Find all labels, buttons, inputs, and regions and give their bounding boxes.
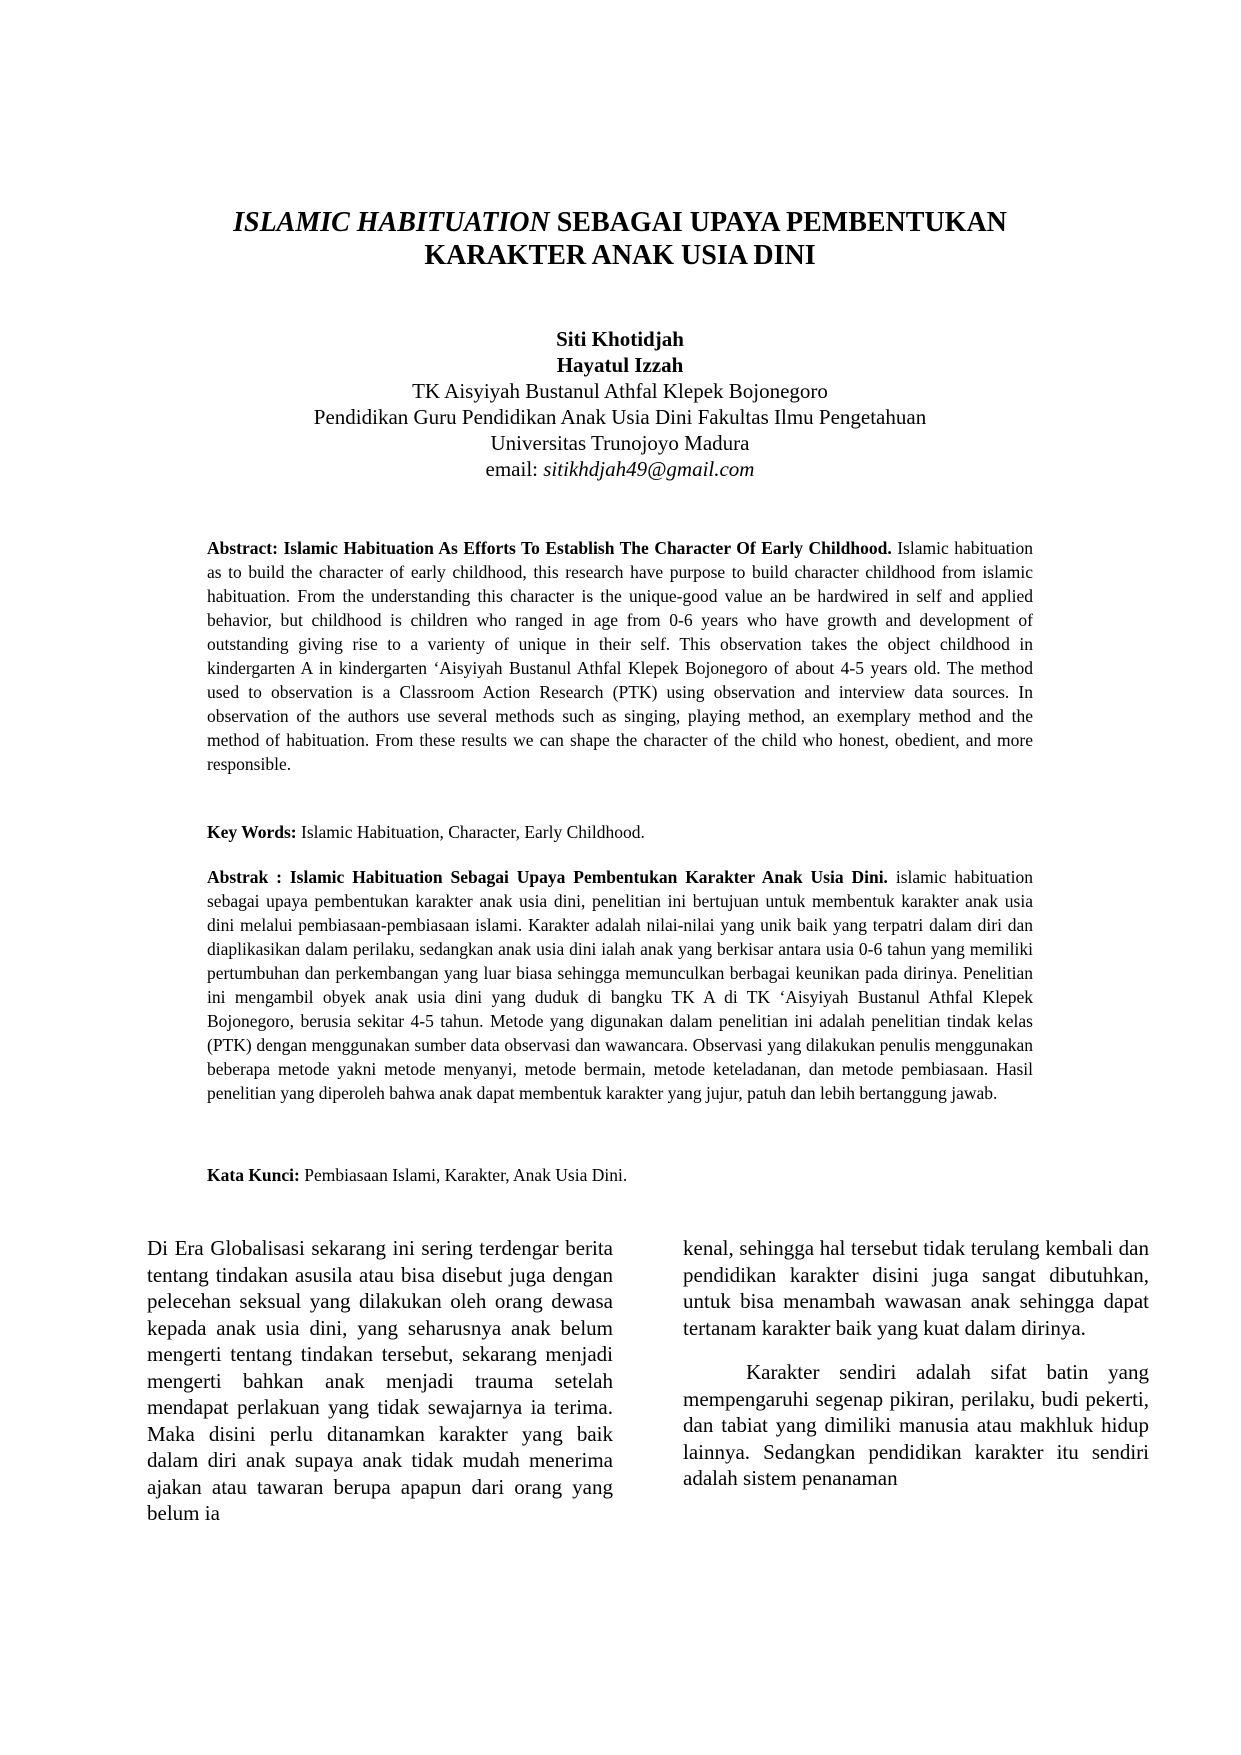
body-paragraph: Karakter sendiri adalah sifat batin yang mempengaruhi segenap pikiran, perilaku, budi pekerti, dan tabiat yang dimiliki manusia atau makhluk hidup lainnya. Sedangkan pendidikan karakter itu sendiri adalah sistem penanaman bbox=[683, 1360, 1149, 1490]
email-label: email: bbox=[485, 457, 544, 481]
keywords-english bbox=[207, 820, 1033, 844]
body-paragraph: kenal, sehingga hal tersebut tidak terulang kembali dan pendidikan karakter disini juga sangat dibutuhkan, untuk bisa menambah wawasan anak sehingga dapat tertanam karakter baik yang kuat dalam dirinya. bbox=[683, 1236, 1149, 1340]
title-italic-part: ISLAMIC HABITUATION bbox=[233, 207, 550, 238]
abstract-indonesian bbox=[207, 865, 1033, 1105]
email-address: sitikhdjah49@gmail.com bbox=[543, 457, 755, 481]
body-column-right bbox=[683, 1235, 1149, 1492]
paper-title bbox=[120, 206, 1120, 272]
abstract-indonesian-heading: Abstrak : Islamic Habituation Sebagai Upaya Pembentukan Karakter Anak Usia Dini. bbox=[207, 867, 888, 887]
abstract-indonesian-body: islamic habituation sebagai upaya pembentukan karakter anak usia dini, penelitian ini bertujuan untuk membentuk karakter anak usia dini melalui pembiasaan-pembiasaan islami. Karakter adalah nilai-nilai yang unik baik yang terpatri dalam diri dan diaplikasikan dalam perilaku, sedangkan anak usia dini ialah anak yang berkisar antara usia 0-6 tahun yang memiliki pertumbuhan dan perkembangan yang luar biasa sehingga memunculkan berbagai keunikan pada dirinya. Penelitian ini mengambil obyek anak usia dini yang duduk di bangku TK A di TK ‘Aisyiyah Bustanul Athfal Klepek Bojonegoro, berusia sekitar 4-5 tahun. Metode yang digunakan dalam penelitian ini adalah penelitian tindak kelas (PTK) dengan menggunakan sumber data observasi dan wawancara. Observasi yang dilakukan penulis menggunakan beberapa metode yakni metode menyanyi, metode bermain, metode keteladanan, dan metode pembiasaan. Hasil penelitian yang diperoleh bahwa anak dapat membentuk karakter yang jujur, patuh dan lebih bertanggung jawab. bbox=[207, 867, 1033, 1103]
keywords-indonesian-value: Pembiasaan Islami, Karakter, Anak Usia Dini. bbox=[299, 1165, 628, 1185]
keywords-english-label: Key Words: bbox=[207, 822, 297, 842]
author-block bbox=[120, 326, 1120, 482]
abstract-english-heading: Abstract: Islamic Habituation As Efforts To Establish The Character Of Early Childhood. bbox=[207, 538, 892, 558]
body-column-left bbox=[147, 1235, 613, 1527]
email-line bbox=[120, 456, 1120, 482]
abstract-english bbox=[207, 536, 1033, 776]
abstract-english-body: Islamic habituation as to build the character of early childhood, this research have purpose to build character childhood from islamic habituation. From the understanding this character is the unique-good value an be hardwired in self and applied behavior, but childhood is children who ranged in age from 0-6 years who have growth and development of outstanding giving rise to a varienty of unique in their self. This observation takes the object childhood in kindergarten A in kindergarten ‘Aisyiyah Bustanul Athfal Klepek Bojonegoro of about 4-5 years old. The method used to observation is a Classroom Action Research (PTK) using observation and interview data sources. In observation of the authors use several methods such as singing, playing method, an exemplary method and the method of habituation. From these results we can shape the character of the child who honest, obedient, and more responsible. bbox=[207, 538, 1033, 774]
keywords-indonesian-label: Kata Kunci: bbox=[207, 1165, 300, 1185]
title-line1-rest: SEBAGAI UPAYA PEMBENTUKAN bbox=[549, 207, 1007, 238]
author-name-1: Siti Khotidjah bbox=[556, 327, 684, 351]
affiliation-2: Pendidikan Guru Pendidikan Anak Usia Dini Fakultas Ilmu Pengetahuan bbox=[313, 405, 927, 429]
author-name-2: Hayatul Izzah bbox=[556, 353, 684, 377]
affiliation-1: TK Aisyiyah Bustanul Athfal Klepek Bojonegoro bbox=[412, 379, 828, 403]
body-paragraph: Di Era Globalisasi sekarang ini sering terdengar berita tentang tindakan asusila atau bisa disebut juga dengan pelecehan seksual yang dilakukan oleh orang dewasa kepada anak usia dini, yang seharusnya anak belum mengerti tentang tindakan tersebut, sekarang menjadi mengerti bahkan anak menjadi trauma setelah mendapat perlakuan yang tidak sewajarnya ia terima. Maka disini perlu ditanamkan karakter yang baik dalam diri anak supaya anak tidak mudah menerima ajakan atau tawaran berupa apapun dari orang yang belum ia bbox=[147, 1236, 613, 1525]
keywords-english-value: Islamic Habituation, Character, Early Childhood. bbox=[296, 822, 645, 842]
affiliation-3: Universitas Trunojoyo Madura bbox=[490, 431, 750, 455]
keywords-indonesian bbox=[207, 1163, 1033, 1187]
title-line2: KARAKTER ANAK USIA DINI bbox=[424, 240, 816, 271]
